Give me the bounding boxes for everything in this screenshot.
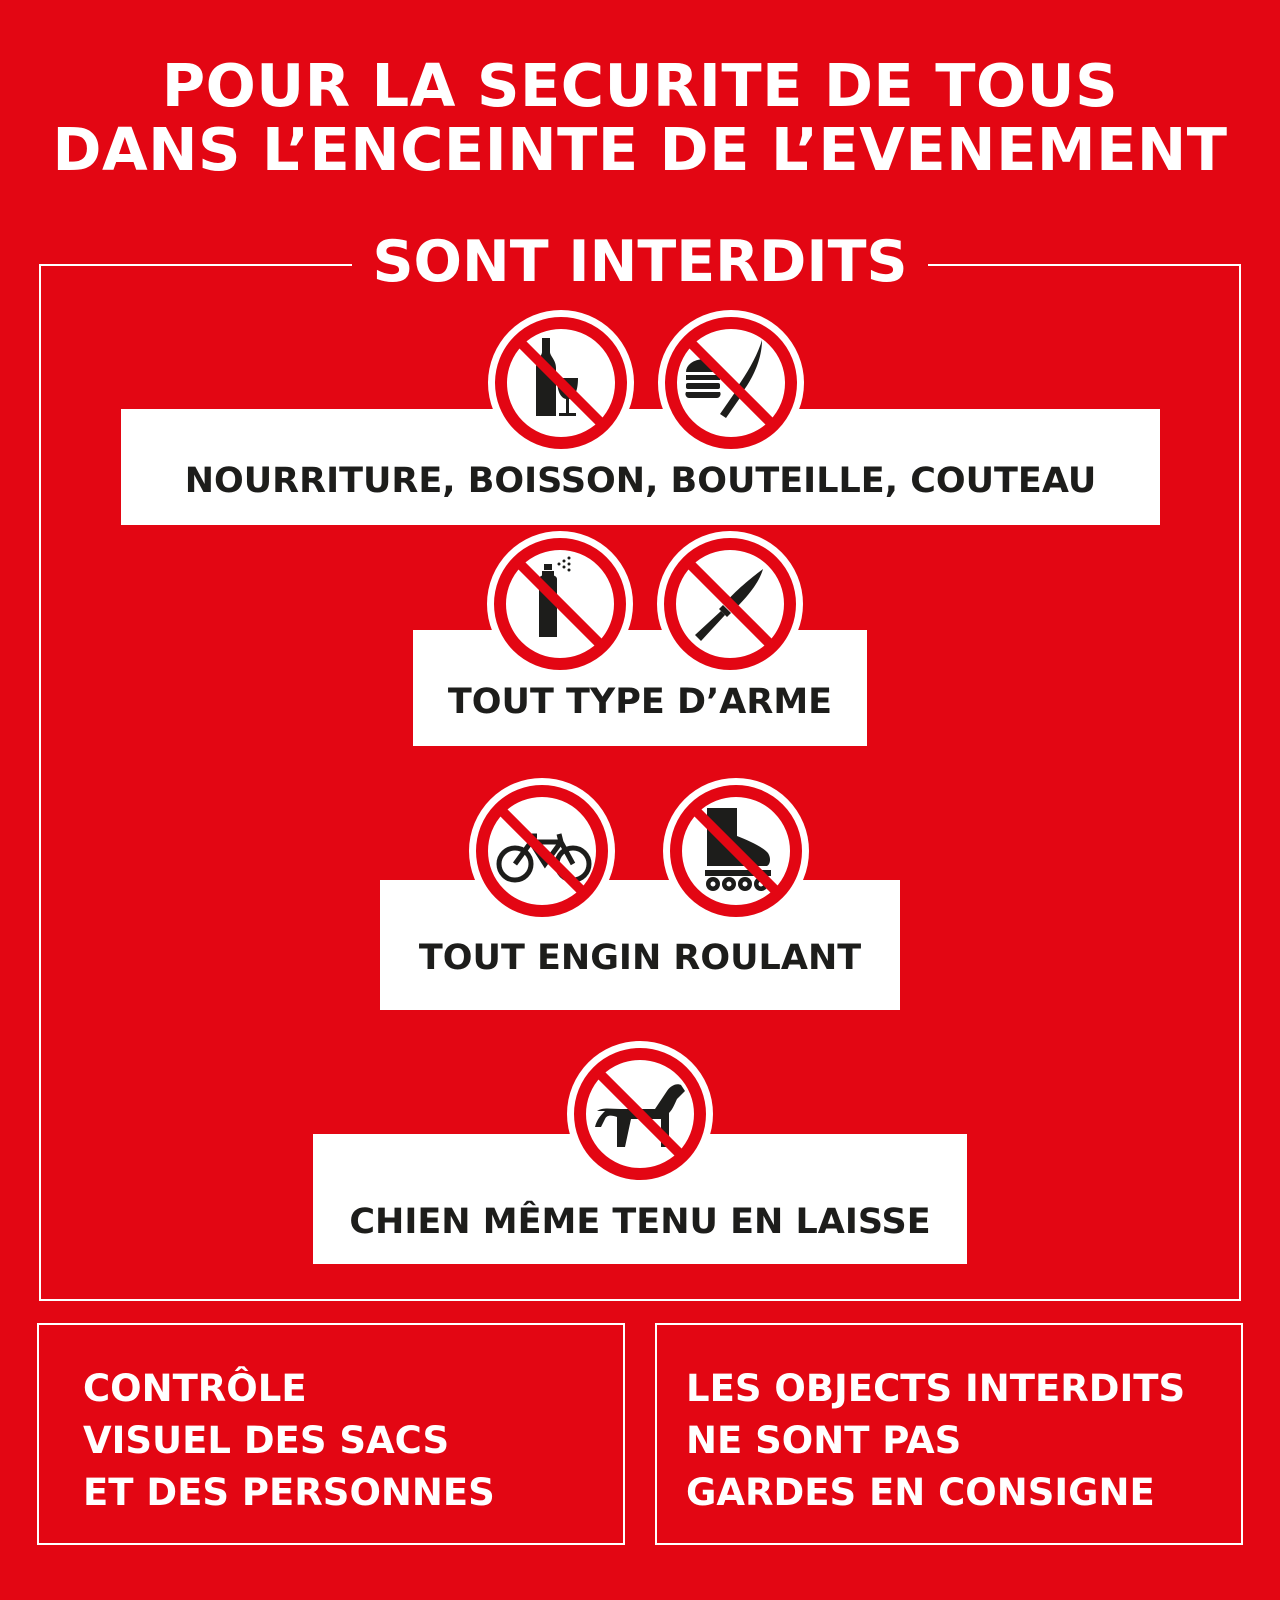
main-title <box>0 51 1280 184</box>
no-storage-line-2: NE SONT PAS <box>686 1419 962 1462</box>
no-dog-icon <box>567 1041 713 1187</box>
prohibition-label: CHIEN MÊME TENU EN LAISSE <box>349 1202 931 1242</box>
bag-check-line-2: VISUEL DES SACS <box>83 1419 450 1462</box>
bag-check-line-1: CONTRÔLE <box>83 1367 307 1410</box>
title-line-2: DANS L’ENCEINTE DE L’EVENEMENT <box>52 115 1228 184</box>
prohibition-band-food-drink <box>121 409 1160 525</box>
no-knife-icon <box>657 531 803 677</box>
no-spray-can-icon <box>487 531 633 677</box>
bag-check-line-3: ET DES PERSONNES <box>83 1471 495 1514</box>
no-alcohol-bottle-icon <box>488 310 634 456</box>
no-food-knife-icon <box>658 310 804 456</box>
bag-check-notice <box>37 1323 625 1545</box>
no-rollerblade-icon <box>663 778 809 924</box>
section-title: SONT INTERDITS <box>352 230 927 294</box>
bag-check-text <box>83 1363 495 1519</box>
no-storage-text <box>686 1363 1185 1519</box>
prohibition-label: NOURRITURE, BOISSON, BOUTEILLE, COUTEAU <box>184 461 1097 501</box>
no-storage-line-1: LES OBJECTS INTERDITS <box>686 1367 1186 1410</box>
prohibition-label: TOUT ENGIN ROULANT <box>418 938 862 978</box>
prohibition-label: TOUT TYPE D’ARME <box>447 682 833 722</box>
no-storage-line-3: GARDES EN CONSIGNE <box>686 1471 1155 1514</box>
prohibition-band-rolling <box>380 880 900 1010</box>
no-storage-notice <box>655 1323 1243 1545</box>
no-bicycle-icon <box>469 778 615 924</box>
title-line-1: POUR LA SECURITE DE TOUS <box>161 51 1119 120</box>
